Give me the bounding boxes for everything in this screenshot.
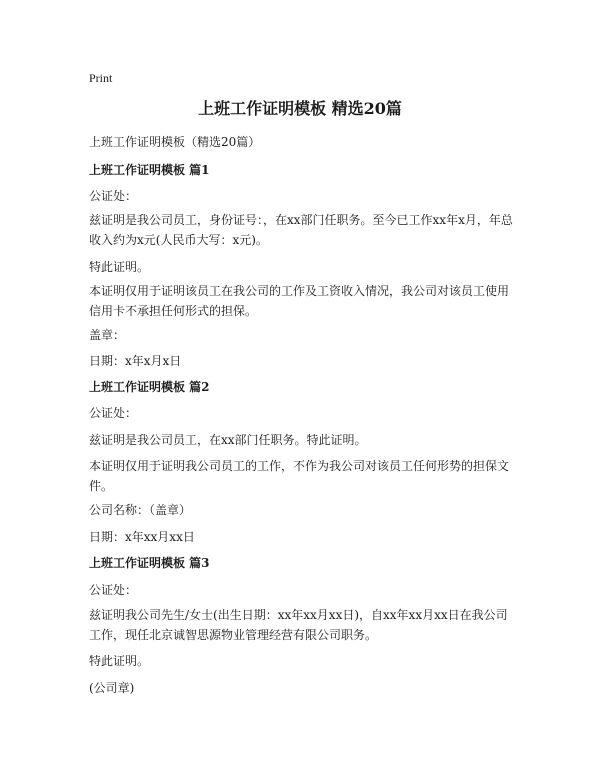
- section-2-body-1: 兹证明是我公司员工，在xx部门任职务。特此证明。: [89, 433, 367, 447]
- section-2-body-2: 本证明仅用于证明我公司员工的工作，不作为我公司对该员工任何形势的担保文件。: [89, 459, 510, 493]
- section-heading-3: 上班工作证明模板 篇3: [89, 556, 210, 570]
- section-1-body-1: 兹证明是我公司员工，身份证号：，在xx部门任职务。至今已工作xx年x月，年总收入约为x元(人民币大写：x元)。: [89, 213, 513, 247]
- section-1-seal: 盖章：: [89, 328, 126, 342]
- section-2-addressee: 公证处：: [89, 406, 138, 420]
- section-1-date: 日期：x年x月x日: [89, 354, 182, 368]
- section-2-date: 日期：x年xx月xx日: [89, 530, 195, 544]
- section-heading-1: 上班工作证明模板 篇1: [89, 163, 210, 177]
- section-1-body-2: 本证明仅用于证明该员工在我公司的工作及工资收入情况，我公司对该员工使用信用卡不承担任何形式的担保。: [89, 284, 510, 318]
- section-3-addressee: 公证处：: [89, 583, 138, 597]
- section-heading-2: 上班工作证明模板 篇2: [89, 380, 210, 394]
- section-3-closing: 特此证明。: [89, 654, 150, 668]
- page-title: 上班工作证明模板 精选20篇: [198, 99, 402, 118]
- subtitle: 上班工作证明模板（精选20篇）: [89, 135, 261, 149]
- section-3-body-1: 兹证明我公司先生/女士(出生日期：xx年xx月xx日)，自xx年xx月xx日在我公司工作，现任北京诚智思源物业管理经营有限公司职务。: [89, 608, 508, 642]
- section-1-addressee: 公证处：: [89, 189, 138, 203]
- section-2-company: 公司名称：（盖章）: [89, 503, 192, 517]
- section-1-closing: 特此证明。: [89, 260, 150, 274]
- section-3-seal: (公司章): [89, 681, 135, 695]
- print-label: Print: [89, 71, 113, 85]
